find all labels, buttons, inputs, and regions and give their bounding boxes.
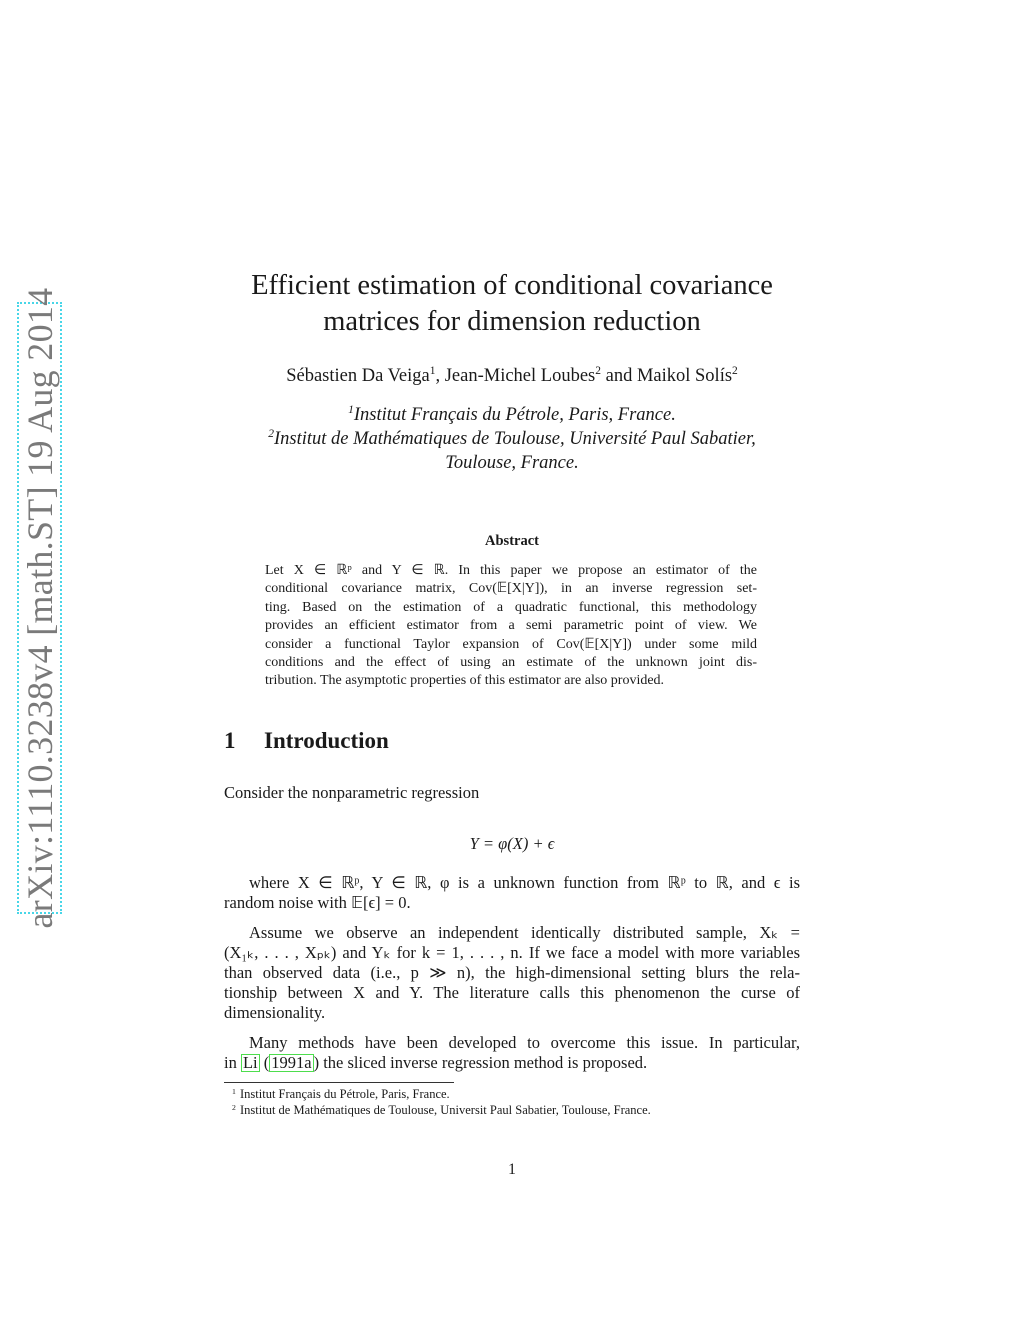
paragraph-1 <box>224 873 800 913</box>
footnotes <box>232 1086 651 1118</box>
footnote-1: 1 Institut Français du Pétrole, Paris, France. <box>232 1087 450 1101</box>
author-3: Maikol Solís <box>636 366 733 386</box>
paragraph-line: (X₁ₖ, . . . , Xₚₖ) and Yₖ for k = 1, . . . , n. If we face a model with more variables <box>224 943 800 962</box>
abstract-line: consider a functional Taylor expansion of Cov(𝔼[X|Y]) under some mild <box>265 636 757 652</box>
paragraph-line: dimensionality. <box>224 1003 326 1022</box>
author-list <box>220 364 804 388</box>
affiliation-2-mark: 2 <box>268 427 274 440</box>
section-heading <box>224 728 389 754</box>
intro-paragraph <box>224 783 800 803</box>
affiliation-2 <box>200 427 824 451</box>
footnote-divider <box>224 1082 454 1083</box>
affiliation-2-continued: Toulouse, France. <box>445 453 579 473</box>
author-1-mark: 1 <box>429 364 436 377</box>
author-1: Sébastien Da Veiga <box>286 366 430 386</box>
author-2-mark: 2 <box>595 364 601 377</box>
paragraph-2 <box>224 923 800 1023</box>
section-number: 1 <box>224 728 236 753</box>
author-separator-and: and <box>600 366 637 386</box>
abstract-line: tribution. The asymptotic properties of this estimator are also provided. <box>265 673 665 689</box>
affiliation-2-text: Institut de Mathématiques de Toulouse, Université Paul Sabatier, <box>273 429 756 449</box>
paragraph-text: in <box>224 1053 241 1072</box>
affiliation-1-text: Institut Français du Pétrole, Paris, France. <box>353 405 676 425</box>
footnote-2-text: Institut de Mathématiques de Toulouse, Universit Paul Sabatier, Toulouse, France. <box>240 1103 651 1117</box>
author-2: Jean-Michel Loubes <box>444 366 596 386</box>
affiliation-1 <box>200 403 824 427</box>
author-separator: , <box>435 366 445 386</box>
affiliation-1-mark: 1 <box>348 403 354 416</box>
abstract-line: provides an efficient estimator from a semi parametric point of view. We <box>265 618 757 634</box>
intro-line: Consider the nonparametric regression <box>224 783 480 802</box>
paper-title <box>220 268 804 340</box>
regression-equation: Y = φ(X) + ϵ <box>469 834 555 853</box>
paragraph-3 <box>224 1033 800 1073</box>
paragraph-line: tionship between X and Y. The literature calls this phenomenon the curse of <box>224 983 800 1002</box>
title-line-1: Efficient estimation of conditional covariance <box>251 270 773 301</box>
abstract-line: conditional covariance matrix, Cov(𝔼[X|Y]), in an inverse regression set- <box>265 581 757 597</box>
citation-link-author[interactable]: Li <box>242 1053 258 1072</box>
footnote-2: 2 Institut de Mathématiques de Toulouse, Universit Paul Sabatier, Toulouse, France. <box>232 1103 651 1117</box>
citation-link-year[interactable]: 1991a <box>271 1053 312 1072</box>
abstract-heading: Abstract <box>485 533 539 549</box>
affiliations <box>200 403 824 475</box>
section-title: Introduction <box>264 728 389 753</box>
page-number: 1 <box>508 1161 516 1178</box>
paragraph-line: Many methods have been developed to overcome this issue. In particular, <box>249 1033 800 1052</box>
abstract-line: conditions and the effect of using an estimate of the unknown joint dis- <box>265 654 757 670</box>
paragraph-line <box>224 1053 800 1073</box>
abstract-body <box>265 562 757 691</box>
paragraph-line: random noise with 𝔼[ϵ] = 0. <box>224 893 411 912</box>
paragraph-text: ) the sliced inverse regression method is proposed. <box>313 1053 648 1072</box>
arxiv-identifier[interactable]: arXiv:1110.3238v4 [math.ST] 19 Aug 2014 <box>20 287 60 929</box>
abstract-line: ting. Based on the estimation of a quadratic functional, this methodology <box>265 599 757 615</box>
paragraph-line: where X ∈ ℝᵖ, Y ∈ ℝ, φ is a unknown function from ℝᵖ to ℝ, and ϵ is <box>249 873 800 892</box>
paragraph-line: than observed data (i.e., p ≫ n), the high-dimensional setting blurs the rela- <box>224 963 800 982</box>
title-line-2: matrices for dimension reduction <box>323 306 701 337</box>
paragraph-line: Assume we observe an independent identically distributed sample, Xₖ = <box>249 923 800 942</box>
abstract-line: Let X ∈ ℝᵖ and Y ∈ ℝ. In this paper we propose an estimator of the <box>265 563 757 578</box>
paragraph-text: ( <box>259 1053 270 1072</box>
author-3-mark: 2 <box>732 364 738 377</box>
footnote-1-text: Institut Français du Pétrole, Paris, France. <box>240 1087 450 1101</box>
